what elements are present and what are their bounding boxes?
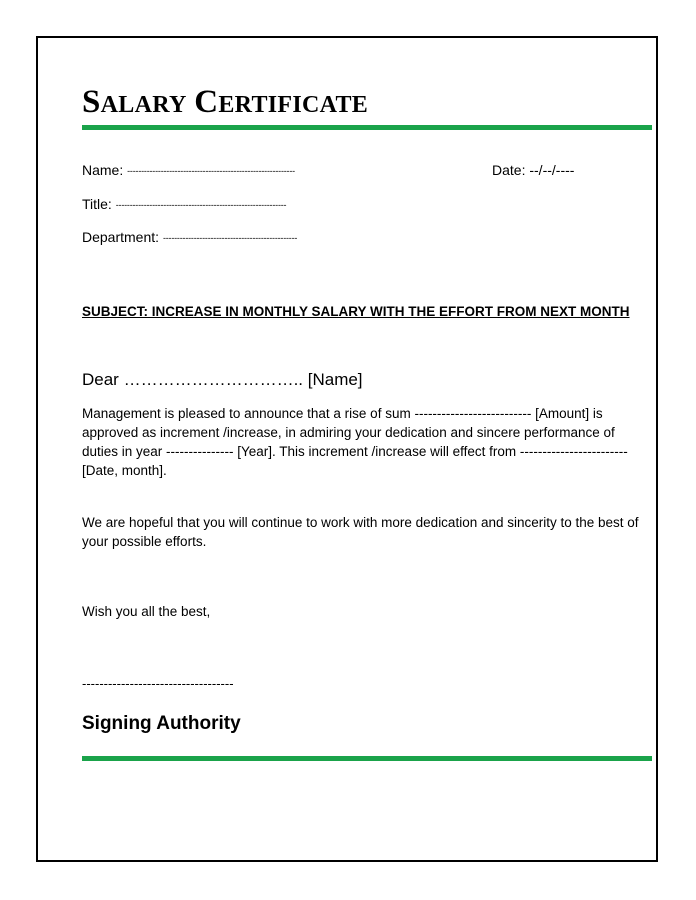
name-label: Name: (82, 162, 124, 178)
name-field (82, 163, 295, 177)
closing-line: Wish you all the best, (82, 604, 211, 619)
bottom-divider (82, 756, 652, 761)
date-label: Date: (492, 162, 526, 178)
title-blank: ------------------------------------------------------------- (115, 199, 287, 210)
top-divider (82, 125, 652, 130)
title-field (82, 197, 286, 211)
body-paragraph-1: Management is pleased to announce that a rise of sum -------------------------- [Amount] is approved as increment /increase, in admiring your dedication and sincere performance of duties in year --------------- [Year]. This increment /increase will effect from ------------------------ [Date, month]. (82, 406, 628, 478)
title-initial-1: S (82, 84, 101, 120)
date-value: --/--/---- (529, 162, 575, 178)
signing-authority: Signing Authority (82, 713, 241, 734)
department-field (82, 230, 297, 244)
title-rest-2: ERTIFICATE (218, 92, 369, 118)
department-label: Department: (82, 229, 160, 245)
document-title (82, 86, 368, 119)
title-initial-2: C (194, 84, 219, 120)
name-blank: ------------------------------------------------------------ (127, 165, 295, 176)
department-blank: ------------------------------------------------ (162, 232, 298, 243)
date-field (492, 163, 574, 177)
body-paragraph-2: We are hopeful that you will continue to work with more dedication and sincerity to the best of your possible efforts. (82, 515, 639, 549)
title-label: Title: (82, 196, 112, 212)
title-rest-1: ALARY (100, 92, 187, 118)
signature-line: ----------------------------------- (82, 676, 234, 691)
subject-line: SUBJECT: INCREASE IN MONTHLY SALARY WITH THE EFFORT FROM NEXT MONTH (82, 304, 630, 319)
salutation: Dear ………………………….. [Name] (82, 370, 363, 389)
